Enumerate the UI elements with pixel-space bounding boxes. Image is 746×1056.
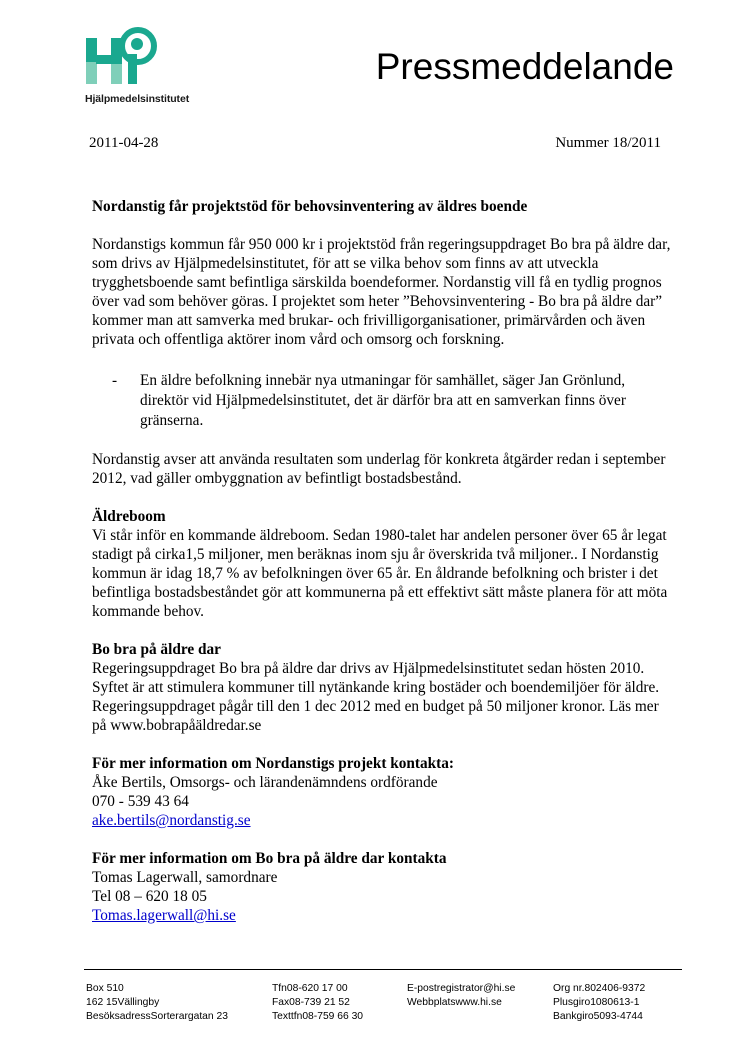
contact-name: Tomas Lagerwall, samordnare [92,869,278,886]
logo [84,24,214,108]
footer-bank [553,982,645,1024]
article-body [92,197,672,925]
footer-line: Texttfn08-759 66 30 [272,1011,364,1022]
footer-web [407,982,515,1010]
contact-block [92,849,672,925]
footer-address [86,982,228,1024]
section-heading-aldreboom: Äldreboom [92,508,166,525]
footer-line: Tfn08-620 17 00 [272,983,348,994]
footer-line: Org nr.802406-9372 [553,983,646,994]
footer-divider [84,969,682,970]
contact-email-link[interactable]: Tomas.lagerwall@hi.se [92,907,236,924]
section-heading-bo-bra: Bo bra på äldre dar [92,641,221,658]
headline: Nordanstig får projektstöd för behovsinventering av äldres boende [92,198,528,215]
contact-name: Åke Bertils, Omsorgs- och lärandenämndens ordförande [92,774,438,791]
footer-line: Plusgiro1080613-1 [553,997,640,1008]
footer-line: Webbplatswww.hi.se [407,997,502,1008]
logo-mark-icon [84,24,164,92]
section-text-aldreboom: Vi står inför en kommande äldreboom. Sedan 1980-talet har andelen personer över 65 år legat stadigt på cirka1,5 miljoner, men beräknas inom sju år överskrida två miljoner.. I Nordanstig kommun är idag 18,7 % av befolkningen över 65 år. En åldrande befolkning och brister i det befintliga bostadsbeståndet gör att kommunerna på ett effektivt sätt måste planera för att möta kommande behov. [92,527,668,620]
footer-line: Bankgiro5093-4744 [553,1011,643,1022]
contact-email-link[interactable]: ake.bertils@nordanstig.se [92,812,251,829]
press-date: 2011-04-28 [89,135,159,151]
contact-phone: Tel 08 – 620 18 05 [92,888,207,905]
contact-heading: För mer information om Bo bra på äldre dar kontakta [92,850,447,867]
quote-item [112,371,672,431]
contact-heading: För mer information om Nordanstigs projekt kontakta: [92,755,455,772]
footer-line: 162 15Vällingby [86,997,160,1008]
footer-line: E-postregistrator@hi.se [407,983,516,994]
footer-phone [272,982,363,1024]
contact-phone: 070 - 539 43 64 [92,793,189,810]
logo-text: Hjälpmedelsinstitutet [85,93,190,105]
footer-line: Fax08-739 21 52 [272,997,350,1008]
footer-line: Box 510 [86,983,124,994]
intro-paragraph: Nordanstigs kommun får 950 000 kr i projektstöd från regeringsuppdraget Bo bra på äldre dar, som drivs av Hjälpmedelsinstitutet, för att se vilka behov som finns av att utveckla trygghetsboende samt befintliga särskilda boendeformer. Nordanstig vill få en tydlig prognos över vad som behöver göras. I projektet som heter ”Behovsinventering - Bo bra på äldre dar” kommer man att samverka med brukar- och frivilligorganisationer, primärvården och även privata och offentliga aktörer inom vård och omsorg och forskning. [92,236,671,348]
results-paragraph: Nordanstig avser att använda resultaten som underlag för konkreta åtgärder redan i september 2012, vad gäller ombyggnation av befintligt bostadsbestånd. [92,451,666,487]
footer-line: BesöksadressSorterargatan 23 [86,1011,228,1022]
quote-text: En äldre befolkning innebär nya utmaningar för samhället, säger Jan Grönlund, direktör vid Hjälpmedelsinstitutet, det är därför bra att en samverkan finns över gränserna. [140,372,626,429]
document-title: Pressmeddelande [375,46,674,87]
press-number: Nummer 18/2011 [555,135,661,151]
section-text-bo-bra: Regeringsuppdraget Bo bra på äldre dar drivs av Hjälpmedelsinstitutet sedan hösten 2010. Syftet är att stimulera kommuner till nytänkande kring bostäder och boendemiljöer för äldre. Regeringsuppdraget pågår till den 1 dec 2012 med en budget på 50 miljoner kronor. Läs mer på www.bobrapåäldredar.se [92,660,660,734]
quote-dash: - [112,372,118,389]
contact-block [92,754,672,830]
